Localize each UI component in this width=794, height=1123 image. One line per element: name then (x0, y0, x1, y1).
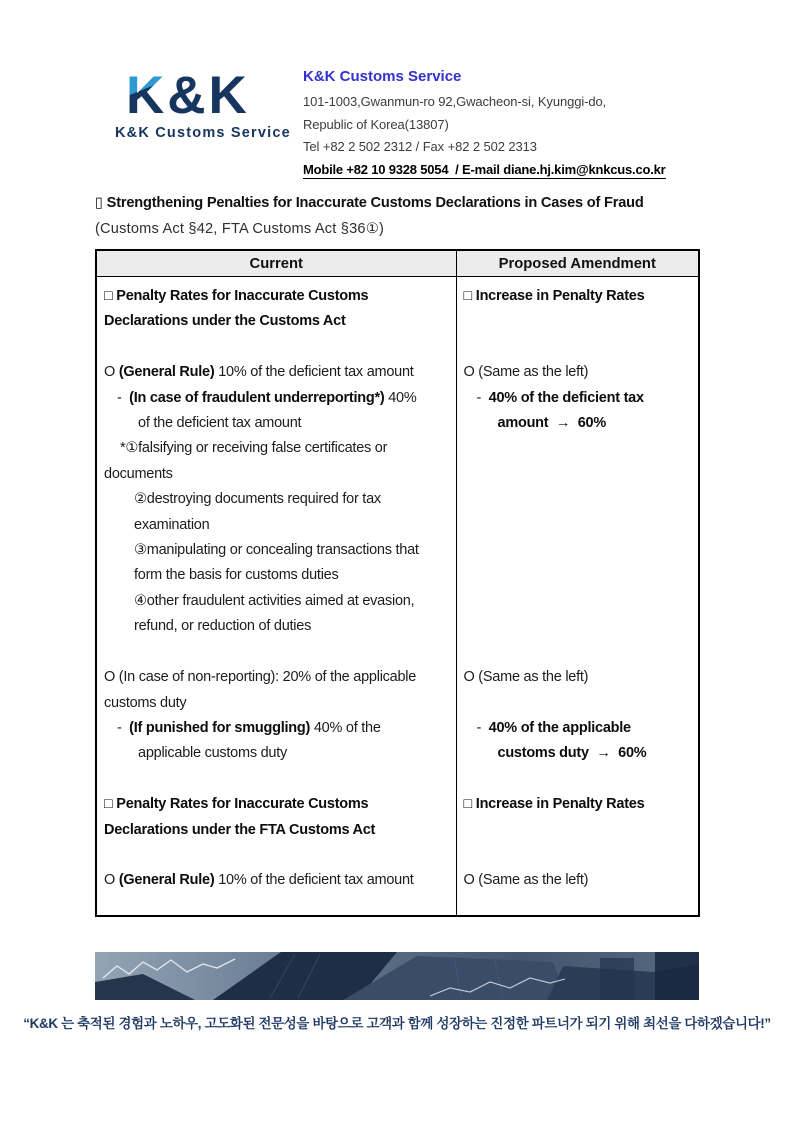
text-segment: ③manipulating or concealing transactions that (134, 542, 419, 559)
text-segment: form the basis for customs duties (134, 567, 339, 584)
text-segment: O (Same as the left) (463, 872, 589, 889)
text-segment: 40% (384, 389, 417, 406)
text-line (104, 513, 452, 538)
text-segment: customs duty (104, 694, 187, 711)
text-segment: - (117, 719, 130, 736)
text-line (104, 614, 452, 639)
mobile-email-line (303, 159, 678, 182)
text-line (104, 563, 452, 588)
company-name: K&K Customs Service (303, 68, 462, 85)
contact-block (303, 68, 678, 181)
bold-text-segment: □ Penalty Rates for Inaccurate Customs (104, 796, 369, 813)
text-line (464, 614, 695, 639)
bold-text-segment: □ Penalty Rates for Inaccurate Customs (104, 288, 369, 304)
text-line (464, 563, 695, 588)
text-line (464, 640, 695, 665)
text-segment: of the deficient tax amount (138, 415, 302, 432)
text-line (104, 741, 452, 766)
text-line (104, 691, 452, 716)
bold-text-segment: (If punished for smuggling) (129, 719, 311, 736)
logo-kk-mark (120, 66, 280, 118)
title-block (95, 190, 735, 242)
text-segment: - (476, 719, 489, 736)
text-line (464, 462, 695, 487)
text-line (464, 818, 695, 843)
text-line (104, 589, 452, 614)
text-segment: O (In case of non-reporting): 20% of the applicable (104, 669, 417, 686)
text-segment: ④other fraudulent activities aimed at evasion, (134, 592, 415, 609)
text-line (464, 538, 695, 563)
banner-image (95, 952, 699, 1000)
bold-text-segment: 40% of the deficient tax (488, 389, 644, 406)
text-segment: O (Same as the left) (463, 669, 589, 686)
text-segment: - (476, 389, 489, 406)
text-line (464, 513, 695, 538)
text-line (104, 411, 452, 436)
text-line (464, 665, 695, 690)
address-line-2: Republic of Korea(13807) (303, 116, 449, 132)
text-line (104, 665, 452, 690)
bold-text-segment: (General Rule) (118, 872, 215, 889)
text-line (104, 868, 452, 893)
bold-text-segment: (General Rule) (118, 364, 215, 381)
text-line (104, 818, 452, 843)
bold-text-segment: Declarations under the FTA Customs Act (104, 821, 376, 838)
table-cell-proposed (456, 277, 699, 917)
mobile-email-text: Mobile +82 10 9328 5054 / E-mail diane.hj.kim@knkcus.co.kr (303, 161, 666, 177)
document-subtitle: (Customs Act §42, FTA Customs Act §36①) (95, 221, 385, 237)
address-line-1: 101-1003,Gwanmun-ro 92,Gwacheon-si, Kyunggi-do, (303, 94, 607, 109)
text-line (104, 767, 452, 792)
text-line (104, 640, 452, 665)
bold-text-segment: amount → 60% (497, 415, 606, 432)
text-line (464, 335, 695, 360)
bold-text-segment: 40% of the applicable (488, 719, 631, 736)
text-line (464, 284, 695, 309)
text-line (104, 462, 452, 487)
text-segment: refund, or reduction of duties (134, 618, 312, 635)
text-line (464, 792, 695, 817)
text-line (104, 335, 452, 360)
cityscape-graphic (95, 952, 699, 1000)
text-line (464, 309, 695, 334)
phone-line: Tel +82 2 502 2312 / Fax +82 2 502 2313 (303, 139, 537, 154)
text-line (464, 487, 695, 512)
text-line (464, 691, 695, 716)
text-line (464, 436, 695, 461)
text-line (464, 386, 695, 411)
text-line (104, 487, 452, 512)
column-header-current: Current (96, 250, 456, 277)
text-segment: *①falsifying or receiving false certificates or (120, 440, 388, 457)
bold-text-segment: (In case of fraudulent underreporting*) (129, 389, 385, 406)
bold-text-segment: □ Increase in Penalty Rates (463, 288, 645, 304)
text-segment: O (Same as the left) (463, 364, 589, 381)
text-line (464, 868, 695, 893)
text-segment: examination (134, 516, 210, 533)
logo-caption: K&K Customs Service (115, 125, 291, 141)
text-line (104, 792, 452, 817)
footer-tagline: “K&K 는 축적된 경험과 노하우, 고도화된 전문성을 바탕으로 고객과 함께 성장하는 진정한 파트너가 되기 위해 최선을 다하겠습니다!” (23, 1016, 771, 1031)
text-line (104, 538, 452, 563)
text-segment: 40% of the (310, 719, 381, 736)
text-segment: - (117, 389, 130, 406)
text-segment: 10% of the deficient tax amount (214, 364, 414, 381)
text-line (464, 843, 695, 868)
bold-text-segment: customs duty → 60% (497, 745, 647, 762)
logo-text: K&K (126, 66, 250, 118)
column-header-proposed: Proposed Amendment (456, 250, 699, 277)
table-header-row (96, 250, 699, 277)
text-segment: 10% of the deficient tax amount (214, 872, 414, 889)
text-line (104, 360, 452, 385)
table-body-row (96, 277, 699, 917)
text-line (464, 589, 695, 614)
text-segment: O (104, 872, 119, 889)
text-line (464, 767, 695, 792)
comparison-table (95, 249, 700, 917)
text-segment: ②destroying documents required for tax (134, 491, 381, 508)
text-segment: O (104, 364, 119, 381)
text-line (104, 716, 452, 741)
bold-text-segment: □ Increase in Penalty Rates (463, 796, 645, 813)
text-line (104, 843, 452, 868)
text-line (464, 360, 695, 385)
text-line (464, 716, 695, 741)
document-title: ▯ Strengthening Penalties for Inaccurate Customs Declarations in Cases of Fraud (95, 195, 644, 211)
text-line (104, 309, 452, 334)
text-line (104, 284, 452, 309)
text-line (464, 411, 695, 436)
table-cell-current (96, 277, 456, 917)
bold-text-segment: Declarations under the Customs Act (104, 313, 346, 330)
text-line (104, 386, 452, 411)
text-segment: applicable customs duty (138, 745, 287, 762)
text-line (464, 741, 695, 766)
text-line (104, 436, 452, 461)
company-logo (115, 66, 291, 141)
text-segment: documents (104, 465, 173, 482)
